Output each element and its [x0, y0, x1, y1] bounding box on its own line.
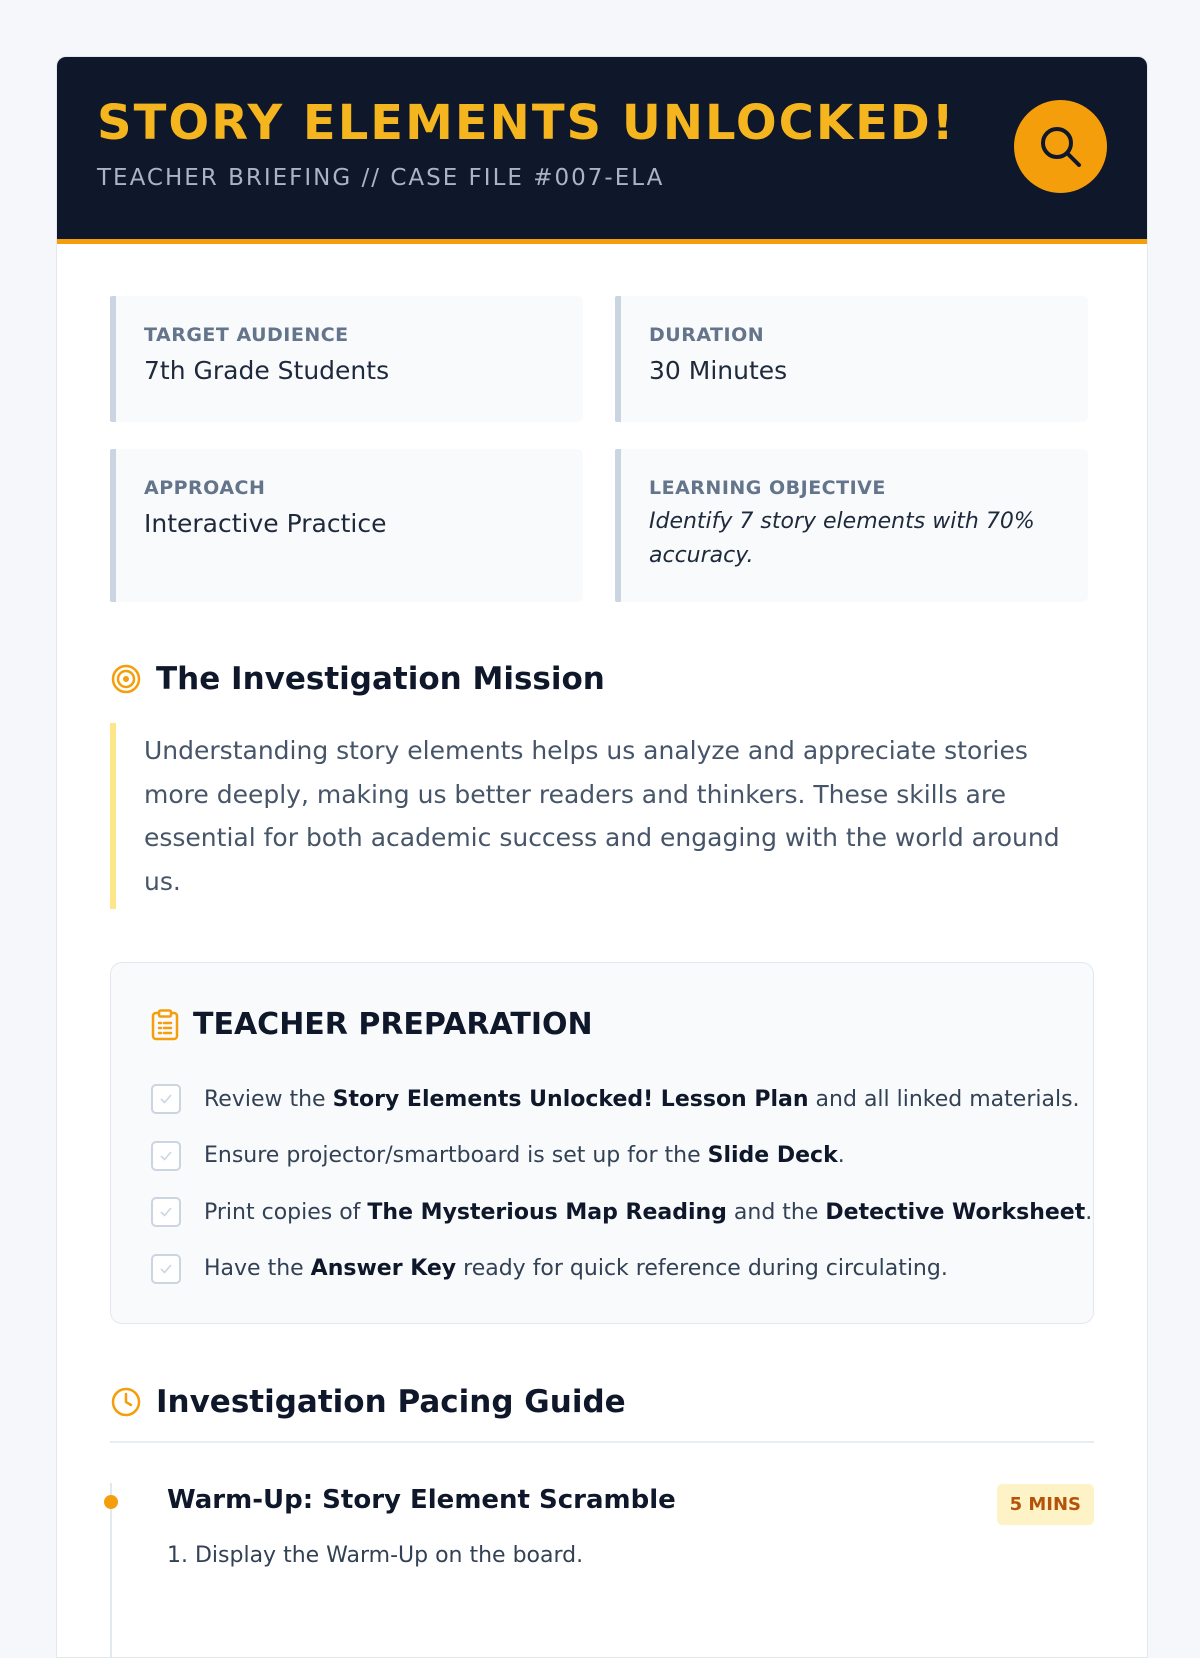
prep-item — [151, 1071, 1092, 1128]
step-text: 1. Display the Warm-Up on the board. — [167, 1543, 584, 1568]
info-duration — [615, 296, 1088, 422]
info-approach — [110, 449, 583, 602]
check-icon — [159, 1206, 173, 1218]
timeline-dot — [104, 1495, 118, 1509]
mission-heading — [110, 661, 605, 697]
search-button[interactable] — [1014, 100, 1107, 193]
target-icon — [110, 663, 142, 695]
timeline-line — [110, 1483, 112, 1658]
prep-item — [151, 1184, 1092, 1241]
prep-item — [151, 1128, 1092, 1185]
check-icon — [159, 1150, 173, 1162]
clipboard-icon — [151, 1009, 179, 1041]
info-label: LEARNING OBJECTIVE — [649, 477, 886, 499]
info-value: 7th Grade Students — [144, 356, 390, 385]
mission-text: Understanding story elements helps us analyze and appreciate stories more deeply, making us better readers and thinkers. These skills are essential for both academic success and engaging with the world around us. — [110, 723, 1094, 909]
info-target-audience — [110, 296, 583, 422]
info-label: DURATION — [649, 324, 765, 346]
checkbox[interactable] — [151, 1084, 181, 1114]
duration-badge: 5 MINS — [997, 1484, 1094, 1525]
check-icon — [159, 1263, 173, 1275]
pacing-timeline — [110, 1483, 1094, 1658]
info-value: Interactive Practice — [144, 509, 387, 538]
search-icon — [1037, 123, 1085, 171]
prep-item-text: Ensure projector/smartboard is set up for the Slide Deck. — [204, 1143, 845, 1169]
prep-checklist — [151, 1071, 1092, 1297]
section-title: Investigation Pacing Guide — [156, 1384, 626, 1420]
prep-item-text: Print copies of The Mysterious Map Reading and the Detective Worksheet. — [204, 1199, 1093, 1225]
checkbox[interactable] — [151, 1141, 181, 1171]
prep-item — [151, 1241, 1092, 1298]
checkbox[interactable] — [151, 1197, 181, 1227]
checkbox[interactable] — [151, 1254, 181, 1284]
step-title: Warm-Up: Story Element Scramble — [167, 1485, 676, 1515]
page-subtitle: TEACHER BRIEFING // CASE FILE #007-ELA — [97, 165, 665, 191]
section-title: The Investigation Mission — [156, 661, 605, 697]
clock-icon — [110, 1386, 142, 1418]
info-value: 30 Minutes — [649, 356, 788, 385]
info-value: Identify 7 story elements with 70% accuracy. — [649, 509, 1035, 568]
pacing-heading — [110, 1384, 626, 1420]
divider — [110, 1441, 1094, 1443]
header — [57, 57, 1147, 244]
prep-item-text: Review the Story Elements Unlocked! Lesson Plan and all linked materials. — [204, 1086, 1080, 1112]
prep-title: TEACHER PREPARATION — [193, 1007, 593, 1042]
info-learning-objective — [615, 449, 1088, 602]
prep-heading — [151, 1007, 593, 1042]
briefing-card — [56, 56, 1148, 1658]
prep-item-text: Have the Answer Key ready for quick reference during circulating. — [204, 1256, 948, 1282]
page-title: STORY ELEMENTS UNLOCKED! — [97, 95, 956, 151]
info-label: APPROACH — [144, 477, 266, 499]
check-icon — [159, 1093, 173, 1105]
teacher-preparation-panel — [110, 962, 1094, 1324]
info-label: TARGET AUDIENCE — [144, 324, 349, 346]
